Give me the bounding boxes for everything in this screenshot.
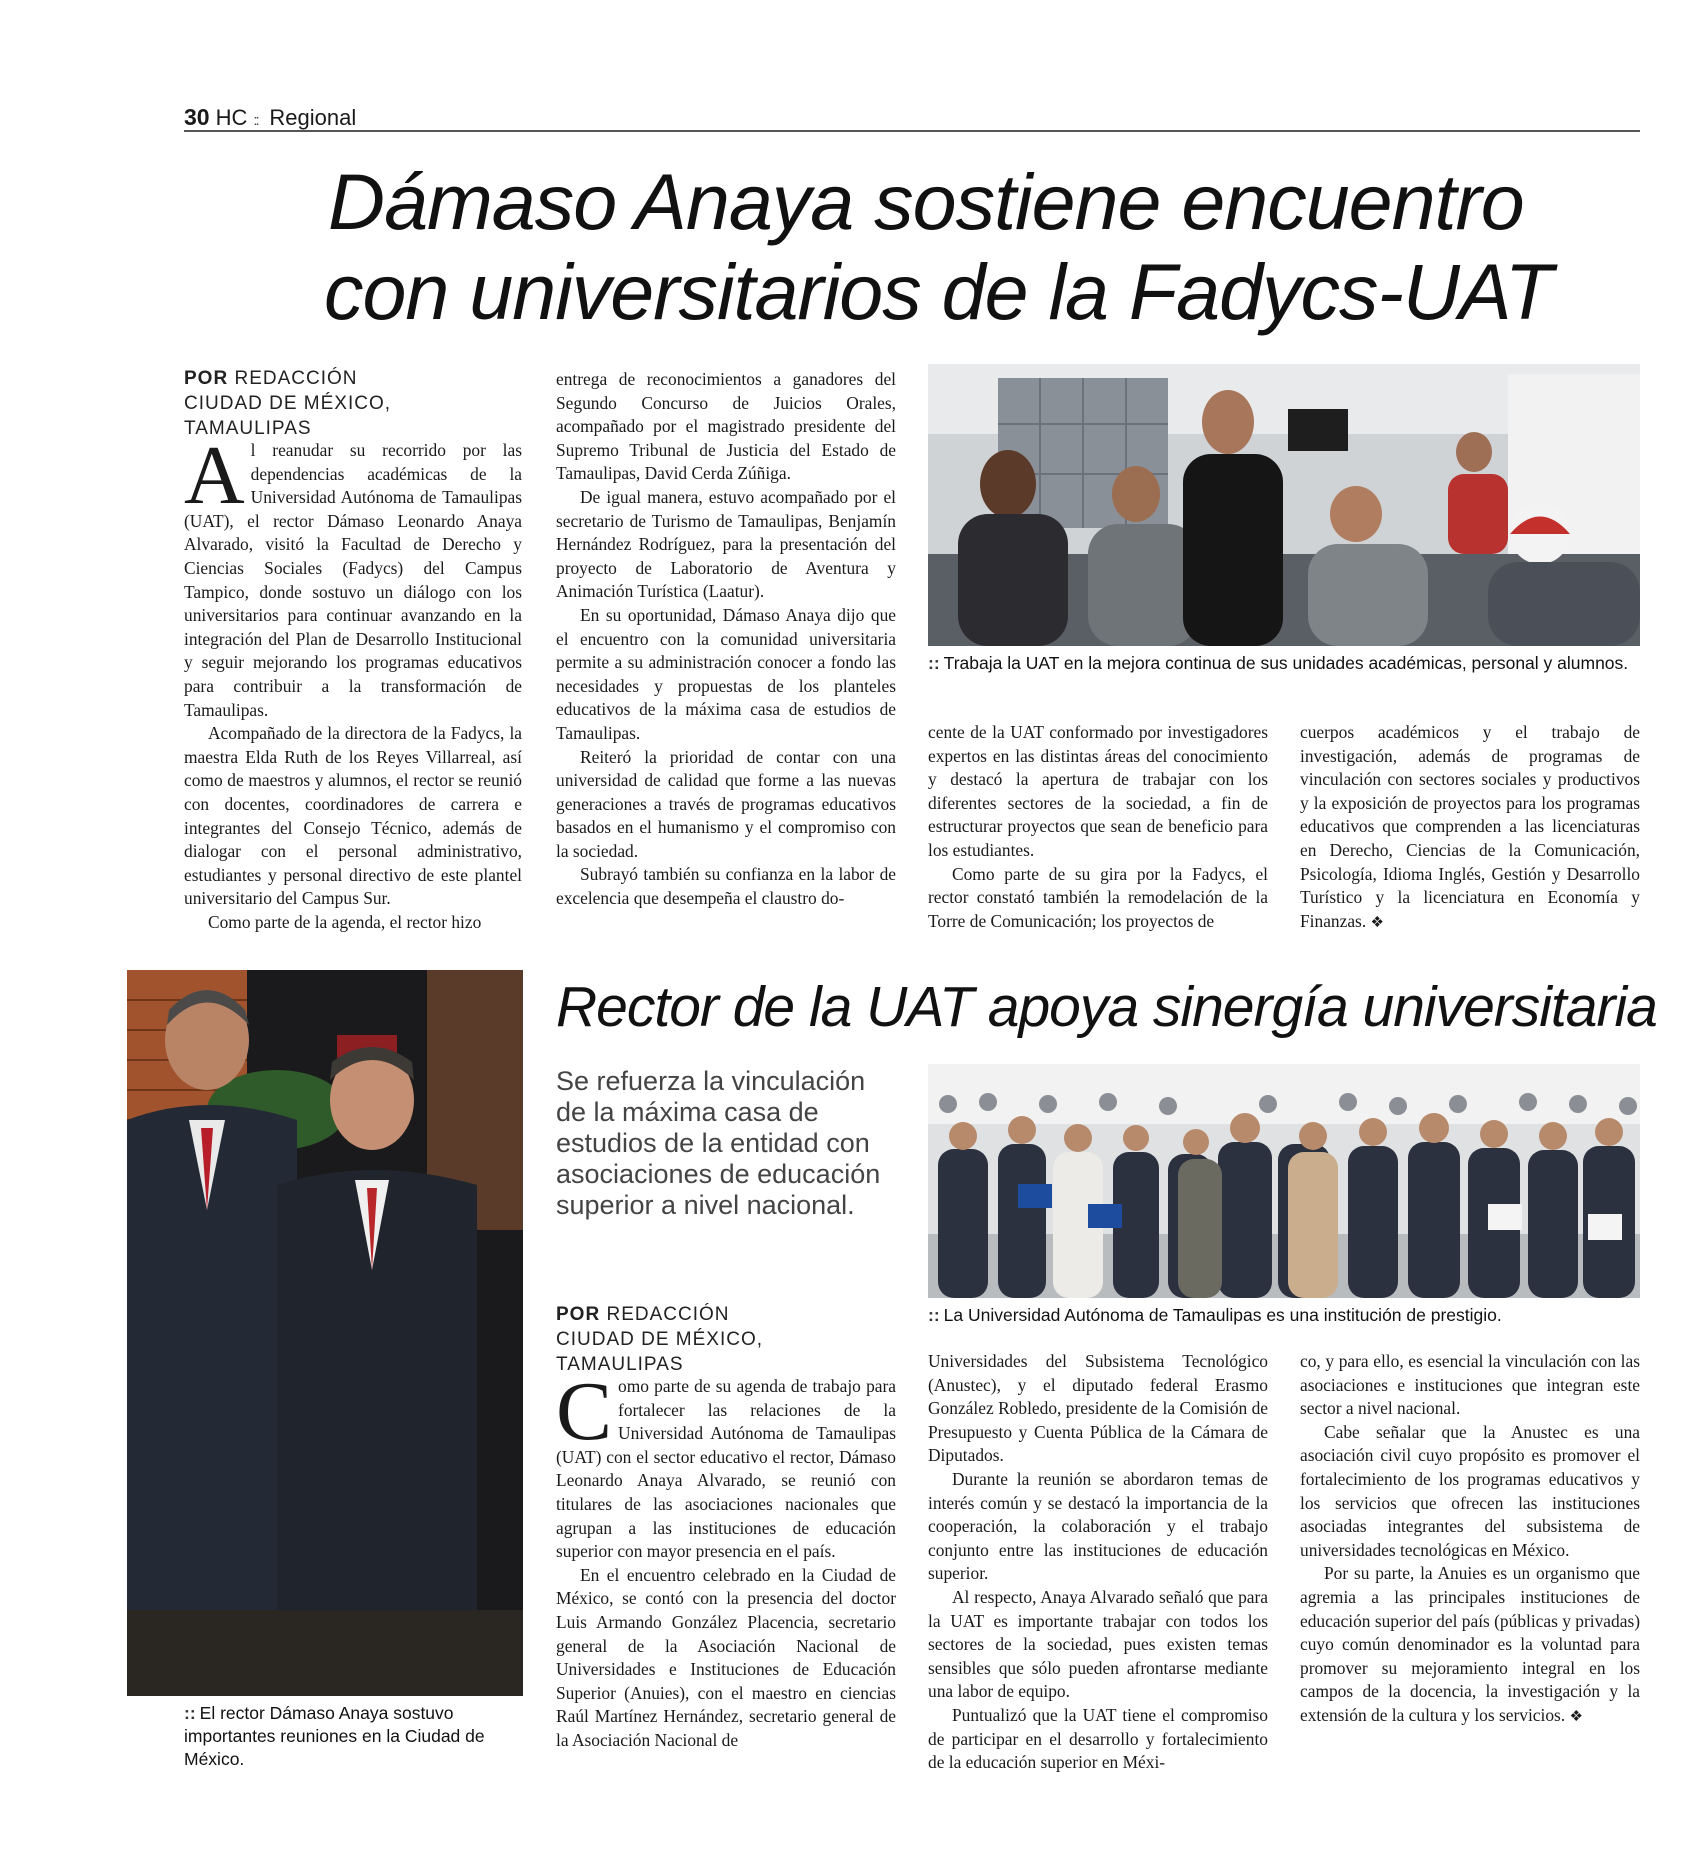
article2-column-1 [556,1375,896,1775]
section-name: Regional [269,105,357,130]
byline-location: CIUDAD DE MÉXICO, TAMAULIPAS [556,1329,764,1375]
end-mark: ❖ [1569,1708,1583,1725]
paragraph: Subrayó también su confianza en la labor de excelencia que desempeña el claustro do- [556,864,896,909]
article2-photo-portrait [127,970,523,1696]
article2-column-3 [1300,1350,1640,1775]
caption-marker: :: [928,1305,940,1325]
paragraph: Acompañado de la directora de la Fadycs, la maestra Elda Ruth de los Reyes Villarreal, así como de maestros y alumnos, el rector se reunió con docentes, coordinadores de carrera e integrantes del Consejo Técnico, además de dialogar con el personal administrativo, estudiantes y personal directivo de este plantel universitario del Campus Sur. [184,723,522,909]
end-mark: ❖ [1370,914,1384,931]
paragraph: Universidades del Subsistema Tecnológico (Anustec), y el diputado federal Erasmo González Robledo, presidente de la Comisión de Presupuesto y Cuenta Pública de la Cámara de Diputados. [928,1351,1268,1466]
paragraph: De igual manera, estuvo acompañado por el secretario de Turismo de Tamaulipas, Benjamín Hernández Rodríguez, para la presentación del proyecto de Laboratorio de Aventura y Animación Turística (Laatur). [556,486,896,602]
article1-column-3 [928,721,1268,934]
article2-left-photo-caption [184,1702,522,1771]
article1-photo-caption [928,652,1640,675]
paragraph: Al respecto, Anaya Alvarado señaló que para la UAT es importante trabajar con todos los sectores de la sociedad, pues existen temas sensibles que sólo pueden afrontarse mediante una labor de equipo. [928,1586,1268,1702]
publication-name: HC [215,105,248,130]
article2-byline [556,1302,896,1377]
article1-column-1 [184,439,522,933]
byline-location: CIUDAD DE MÉXICO, TAMAULIPAS [184,393,392,439]
article1-headline-line1: Dámaso Anaya sostiene encuentro [328,157,1524,246]
page-number: 30 [184,104,210,130]
paragraph: omo parte de su agenda de trabajo para fortalecer las relaciones de la Universidad Autónoma de Tamaulipas (UAT) con el sector educativo el rector, Dámaso Leonardo Anaya Alvarado, se reunió con titulares de las asociaciones nacionales que agrupan a las instituciones de educación superior con mayor presencia en el país. [556,1376,896,1562]
caption-text: La Universidad Autónoma de Tamaulipas es una institución de prestigio. [943,1305,1502,1325]
byline-author: REDACCIÓN [234,368,358,389]
article2-deck: Se refuerza la vinculación de la máxima casa de estudios de la entidad con asociaciones de educación superior a nivel nacional. [556,1066,881,1220]
paragraph: co, y para ello, es esencial la vinculación con las asociaciones e instituciones que integran este sector a nivel nacional. [1300,1351,1640,1419]
article2-dropcap: C [556,1375,613,1458]
paragraph: Reiteró la prioridad de contar con una universidad de calidad que forme a las nuevas generaciones a través de programas educativos basados en el humanismo y el compromiso con la sociedad. [556,746,896,861]
article2-column-2 [928,1350,1268,1775]
paragraph: Como parte de la agenda, el rector hizo [208,911,482,932]
paragraph: entrega de reconocimientos a ganadores del Segundo Concurso de Juicios Orales, acompañado por el magistrado presidente del Supremo Tribunal de Justicia del Estado de Tamaulipas, David Cerda Zúñiga. [556,369,896,484]
article1-photo-classroom [928,364,1640,646]
paragraph: Durante la reunión se abordaron temas de interés común y se destacó la importancia de la cooperación, la colaboración y el trabajo conjunto entre las instituciones de educación superior. [928,1468,1268,1584]
caption-marker: :: [184,1703,196,1723]
caption-text: Trabaja la UAT en la mejora continua de sus unidades académicas, personal y alumnos. [943,653,1629,673]
classroom-photo-image [928,364,1640,646]
portrait-photo-image [127,970,523,1696]
paragraph: l reanudar su recorrido por las dependencias académicas de la Universidad Autónoma de Tamaulipas (UAT), el rector Dámaso Leonardo Anaya Alvarado, visitó la Facultad de Derecho y Ciencias Sociales (Fadycs) del Campus Tampico, donde sostuvo un diálogo con los universitarios para continuar avanzando en la integración del Plan de Desarrollo Institucional y seguir mejorando los programas educativos para contribuir a la transformación de Tamaulipas. [184,440,522,720]
byline-author: REDACCIÓN [606,1304,730,1325]
caption-marker: :: [928,653,940,673]
byline-por: POR [556,1304,601,1325]
article2-right-photo-caption [928,1304,1640,1327]
paragraph: Puntualizó que la UAT tiene el compromiso de participar en el desarrollo y fortalecimiento de la educación superior en Méxi- [928,1704,1268,1773]
paragraph: Como parte de su gira por la Fadycs, el rector constató también la remodelación de la Torre de Comunicación; los proyectos de [928,863,1268,931]
paragraph: Cabe señalar que la Anustec es una asociación civil cuyo propósito es promover el fortalecimiento de los programas educativos y los servicios que ofrecen las instituciones asociadas integrantes del subsistema de universidades tecnológicas en México. [1300,1421,1640,1560]
paragraph: cuerpos académicos y el trabajo de investigación, además de programas de vinculación con sectores sociales y productivos y la exposición de proyectos para los programas educativos que comprenden a las licenciaturas en Derecho, Ciencias de la Comunicación, Psicología, Idioma Inglés, Gestión y Desarrollo Turístico y la licenciatura en Economía y Finanzas. [1300,722,1640,931]
article1-byline [184,366,524,441]
article1-headline-line2: con universitarios de la Fadycs-UAT [324,247,1552,336]
paragraph: En el encuentro celebrado en la Ciudad de México, se contó con la presencia del doctor Luis Armando González Placencia, secretario general de la Asociación Nacional de Universidades e Instituciones de Educación Superior (Anuies), con el maestro en ciencias Raúl Martínez Hernández, secretario general de la Asociación Nacional de [556,1564,896,1750]
article1-column-4 [1300,721,1640,934]
paragraph: cente de la UAT conformado por investigadores expertos en las distintas áreas del conocimiento y destacó la apertura de trabajar con los diferentes sectores de la sociedad, a fin de estructurar proyectos que sean de beneficio para los estudiantes. [928,722,1268,860]
caption-text: El rector Dámaso Anaya sostuvo importantes reuniones en la Ciudad de México. [184,1703,485,1769]
header-rule [184,130,1640,132]
byline-por: POR [184,368,229,389]
paragraph: En su oportunidad, Dámaso Anaya dijo que el encuentro con la comunidad universitaria permite a su administración conocer a fondo las necesidades y propuestas de los planteles educativos de la máxima casa de estudios de Tamaulipas. [556,604,896,743]
article1-dropcap: A [184,439,245,522]
article2-headline: Rector de la UAT apoya sinergía universitaria [556,975,1657,1039]
paragraph: Por su parte, la Anuies es un organismo que agremia a las principales instituciones de educación superior del país (públicas y privadas) cuyo común denominador es la voluntad para promover su mejoramiento integral en los campos de la docencia, la investigación y la extensión de la cultura y los servicios. [1300,1563,1640,1725]
article2-photo-group [928,1064,1640,1298]
header-separator: :: [253,112,258,129]
article1-column-2 [556,368,896,934]
group-photo-image [928,1064,1640,1298]
